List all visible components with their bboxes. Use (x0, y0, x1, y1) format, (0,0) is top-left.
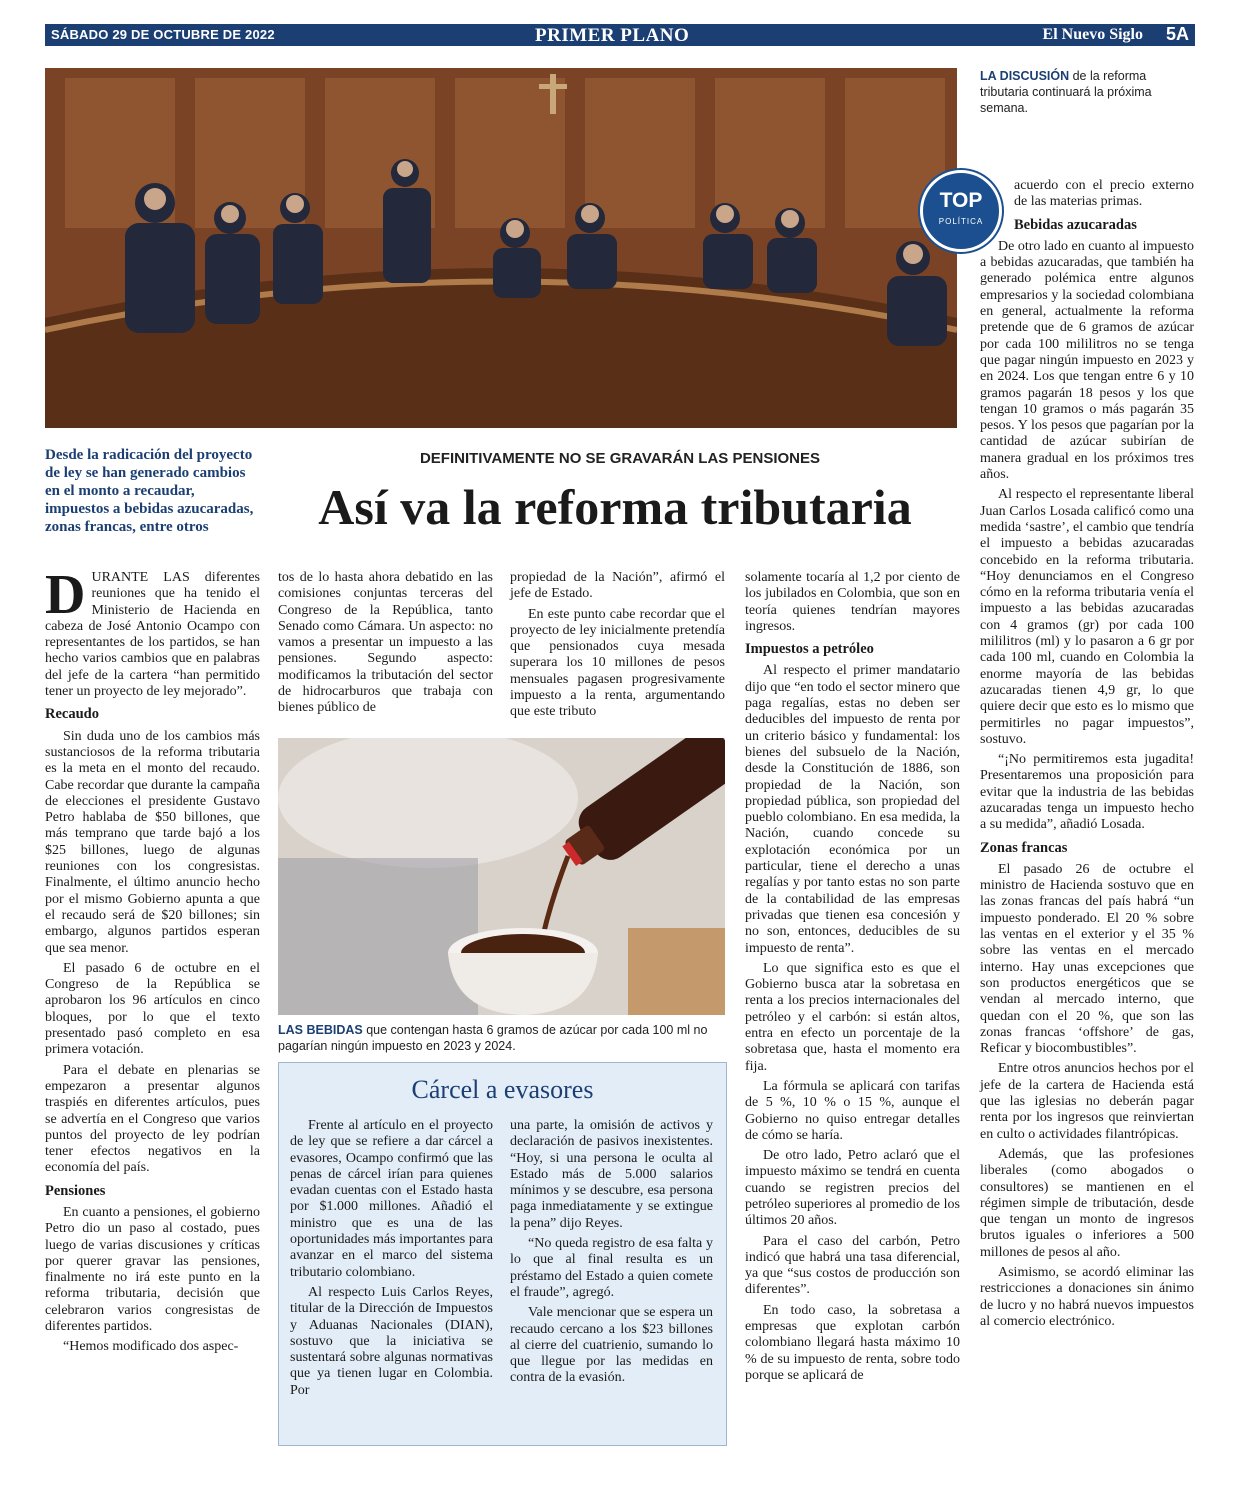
paragraph: De otro lado en cuanto al impuesto a bebidas azucaradas, que también ha generado polémica entre algunos empresarios y la sociedad colombiana en general, actualmente la reforma pretende que de 6 gramos de azúcar por cada 100 mililitros no se tenga que pagar ningún impuesto en 2023 y en 2024. Los que tengan entre 6 y 10 gramos pagarán 18 pesos y los que tengan 10 gramos o más pagarán 35 pesos. Y los pesos que pagarían por la cantidad de azúcar subirían de manera gradual en los próximos tres años. (980, 238, 1194, 483)
article-column-3 (510, 570, 725, 725)
paragraph: una parte, la omisión de activos y declaración de pasivos inexistentes. “Hoy, si una persona le oculta al Estado más de 5.000 salarios mínimos y se descubre, esa persona paga inmediatamente y se extingue la pena” dijo Reyes. (510, 1118, 713, 1231)
sugary-drink-photo (278, 738, 725, 1015)
congress-session-photo (45, 68, 957, 428)
paragraph: tos de lo hasta ahora debatido en las comisiones conjuntas terceras del Congreso de la República, tanto Senado como Cámara. Un aspecto: no vamos a presentar un impuesto a las pensiones. Segundo aspecto: modificamos la tributación del sector de hidrocarburos que trabaja con bienes público de (278, 570, 493, 716)
article-column-2 (278, 570, 493, 721)
paragraph: propiedad de la Nación”, afirmó el jefe de Estado. (510, 570, 725, 602)
photo-caption (980, 68, 1190, 116)
paragraph: El pasado 26 de octubre el ministro de Hacienda sostuvo que en las zonas francas del país habrá “un impuesto ponderado. El 20 % sobre las ventas en el exterior y el 35 % sobre las ventas en el mercado interno. Hay unas excepciones que son productos energéticos que se vendan al mercado interno, que quedan con el 20 %, que son las zonas francas ‘offshore’ de gas, Reficar y biocombustibles”. (980, 861, 1194, 1057)
caption-lead: LA DISCUSIÓN (980, 69, 1070, 83)
paragraph: La fórmula se aplicará con tarifas de 5 %, 10 % o 15 %, aunque el Gobierno no quiso entregar detalles de cómo se haría. (745, 1078, 960, 1143)
subheading-recaudo: Recaudo (45, 706, 99, 723)
paragraph: El pasado 6 de octubre en el Congreso de la República se aprobaron los 96 artículos en cinco bloques, por lo que el texto presentado pasó completo en esa primera votación. (45, 960, 260, 1058)
article-column-4 (745, 570, 960, 1388)
paragraph: En este punto cabe recordar que el proyecto de ley inicialmente pretendía que pensionados cuya mesada superara los 10 millones de pesos mensuales pagasen progresivamente impuesto a la renta, argumentando que este tributo (510, 606, 725, 720)
subheading-zonas-francas: Zonas francas (980, 839, 1068, 856)
drop-cap: D (45, 564, 86, 626)
paragraph: Además, que las profesiones liberales (como abogados o consultores) se mantienen en el régimen simple de tributación, desde que tengan un monto de ingresos brutos iguales o inferiores a 500 millones de pesos al año. (980, 1146, 1194, 1260)
paragraph: En cuanto a pensiones, el gobierno Petro dio un paso al costado, pues luego de varias discusiones y críticas por querer gravar las pensiones, finalmente no irá este punto en la reforma tributaria, decisión que celebraron varios congresistas de diferentes partidos. (45, 1204, 260, 1335)
subheading-petroleo: Impuestos a petróleo (745, 641, 874, 658)
paragraph: Frente al artículo en el proyecto de ley que se refiere a dar cárcel a evasores, Ocampo confirmó que las penas de cárcel irían para quienes evadan cuentas con el Estado hasta por $1.000 millones. Añadió el ministro que es una de las oportunidades más importantes para avanzar en el marco del sistema tributario colombiano. (290, 1118, 493, 1280)
article-headline: Así va la reforma tributaria (318, 479, 912, 535)
sidebar-column-left (290, 1118, 493, 1403)
subheading-pensiones: Pensiones (45, 1182, 106, 1199)
newspaper-name: El Nuevo Siglo (1042, 26, 1143, 43)
paragraph: Asimismo, se acordó eliminar las restricciones a donaciones sin ánimo de lucro y no habrá nuevos impuestos al comercio electrónico. (980, 1265, 1194, 1329)
article-lead: Desde la radicación del proyecto de ley se han generado cambios en el monto a recaudar, impuestos a bebidas azucaradas, zonas francas, entre otros (45, 447, 254, 535)
header-bar (45, 24, 1195, 46)
article-column-5 (980, 178, 1194, 1334)
caption-text: que contengan hasta 6 gramos de azúcar por cada 100 ml no pagarían ningún impuesto en 2023 y 2024. (278, 1023, 708, 1053)
paragraph: Vale mencionar que se espera un recaudo cercano a los $23 billones al cierre del cuatrienio, sumando lo que llegue por las medidas en contra de la evasión. (510, 1305, 713, 1386)
paragraph: De otro lado, Petro aclaró que el impuesto máximo se tendrá en cuenta cuando se registren precios del petróleo superiores al promedio de los últimos 20 años. (745, 1148, 960, 1229)
paragraph: acuerdo con el precio externo de las materias primas. (1014, 178, 1194, 210)
article-kicker: DEFINITIVAMENTE NO SE GRAVARÁN LAS PENSIONES (419, 450, 821, 467)
congress-session-illustration (45, 68, 957, 428)
page-number: 5A (1165, 24, 1189, 44)
sidebar-title: Cárcel a evasores (411, 1075, 594, 1104)
paragraph: En todo caso, la sobretasa a empresas que explotan carbón colombiano llegará hasta máximo 10 % de su impuesto de renta, sobre todo porque se aplicará de (745, 1302, 960, 1383)
paragraph: “¡No permitiremos esta jugadita! Presentaremos una proposición para evitar que la industria de las bebidas azucaradas tenga un impuesto hecho a su medida”, añadió Losada. (980, 752, 1194, 833)
paragraph: URANTE LAS diferentes reuniones que ha tenido el Ministerio de Hacienda en cabeza de José Antonio Ocampo con representantes de los partidos, se han hecho varios cambios que en palabras del jefe de la cartera “han permitido tener un proyecto de ley mejorado”. (45, 570, 260, 700)
paragraph: Al respecto el representante liberal Juan Carlos Losada calificó como una medida ‘sastre’, el cambio que tendría el impuesto a bebidas azucaradas concebido en la reforma tributaria. “Hoy denunciamos en el Congreso cómo en la reforma tributaria venía el impuesto a las bebidas azucaradas con 4 gramos (gr) por cada 100 mililitros (ml) y lo pasaron a 6 gr por cada 100 ml, cuando en Colombia la enorme mayoría de las bebidas azucaradas tienen 4,9 gr, lo que quiere decir que esto es lo mismo que permitirles no pagar impuestos”, sostuvo. (980, 487, 1194, 747)
badge-subtitle: POLÍTICA (938, 217, 984, 226)
paragraph: “Hemos modificado dos aspec- (63, 1339, 239, 1355)
paragraph: Para el caso del carbón, Petro indicó que habrá una tasa diferencial, ya que “sus costos de producción son diferentes”. (745, 1233, 960, 1298)
article-column-1 (45, 564, 260, 1360)
paragraph: “No queda registro de esa falta y lo que al final resulta es un préstamo del Estado a quien comete el fraude”, agregó. (510, 1236, 713, 1300)
paragraph: Entre otros anuncios hechos por el jefe de la cartera de Hacienda está que las iglesias no deberán pagar renta por los ingresos que reinviertan en culto o actividades filantrópicas. (980, 1061, 1194, 1142)
issue-date: SÁBADO 29 DE OCTUBRE DE 2022 (51, 27, 275, 42)
drink-pouring-illustration (278, 738, 725, 1015)
paragraph: solamente tocaría al 1,2 por ciento de los jubilados en Colombia, que son en teoría quienes tendrían mayores ingresos. (745, 570, 960, 634)
subheading-bebidas: Bebidas azucaradas (1014, 216, 1137, 233)
section-title: PRIMER PLANO (535, 25, 690, 46)
paragraph: Para el debate en plenarias se empezaron a presentar algunos traspiés en diferentes artículos, pues se advertía en el Congreso que varios puntos del proyecto de ley podrían tener efectos negativos en la economía del país. (45, 1062, 260, 1176)
drink-photo-caption (278, 1022, 728, 1054)
badge-title: TOP (939, 189, 983, 212)
paragraph: Al respecto el primer mandatario dijo que “en todo el sector minero que paga regalías, estas no deben ser deducibles del impuesto de renta por un criterio básico y fundamental: los bienes del subsuelo de la Nación, desde la Constitución de 1886, son propiedad de la Nación, son propiedad pública, son propiedad del pueblo colombiano. En esa medida, la Nación, cuando concede su explotación económica por un particular, tiene el derecho a unas regalías y por tanto estas no son parte de la contabilidad de las empresas privadas que tienen esa concesión y no son, entonces, deducibles de su impuesto de renta”. (745, 663, 960, 956)
paragraph: Al respecto Luis Carlos Reyes, titular de la Dirección de Impuestos y Aduanas Nacionales (DIAN), sostuvo que la iniciativa se sustentará sobre algunas normativas que ya tienen lugar en Colombia. Por (290, 1284, 493, 1398)
sidebar-column-right (510, 1118, 713, 1391)
paragraph: Lo que significa esto es que el Gobierno busca atar la sobretasa en renta a los precios internacionales del petróleo y el carbón: si están altos, entra en efecto un porcentaje de la sobretasa que, hasta el momento era fija. (745, 960, 960, 1074)
caption-lead: LAS BEBIDAS (278, 1023, 363, 1037)
paragraph: Sin duda uno de los cambios más sustanciosos de la reforma tributaria es la meta en el monto del recaudo. Cabe recordar que durante la campaña de elecciones el presidente Gustavo Petro hablaba de $50 billones, que más temprano que tarde bajó a los $25 billones, luego de algunas reuniones con los congresistas. Finalmente, el último anuncio hecho por el mismo Gobierno apunta a que el recaudo será de $20 billones; sin embargo, algunos partidos esperan que sea menor. (45, 728, 260, 956)
caption-text: de la reforma tributaria continuará la próxima semana. (980, 69, 1152, 115)
